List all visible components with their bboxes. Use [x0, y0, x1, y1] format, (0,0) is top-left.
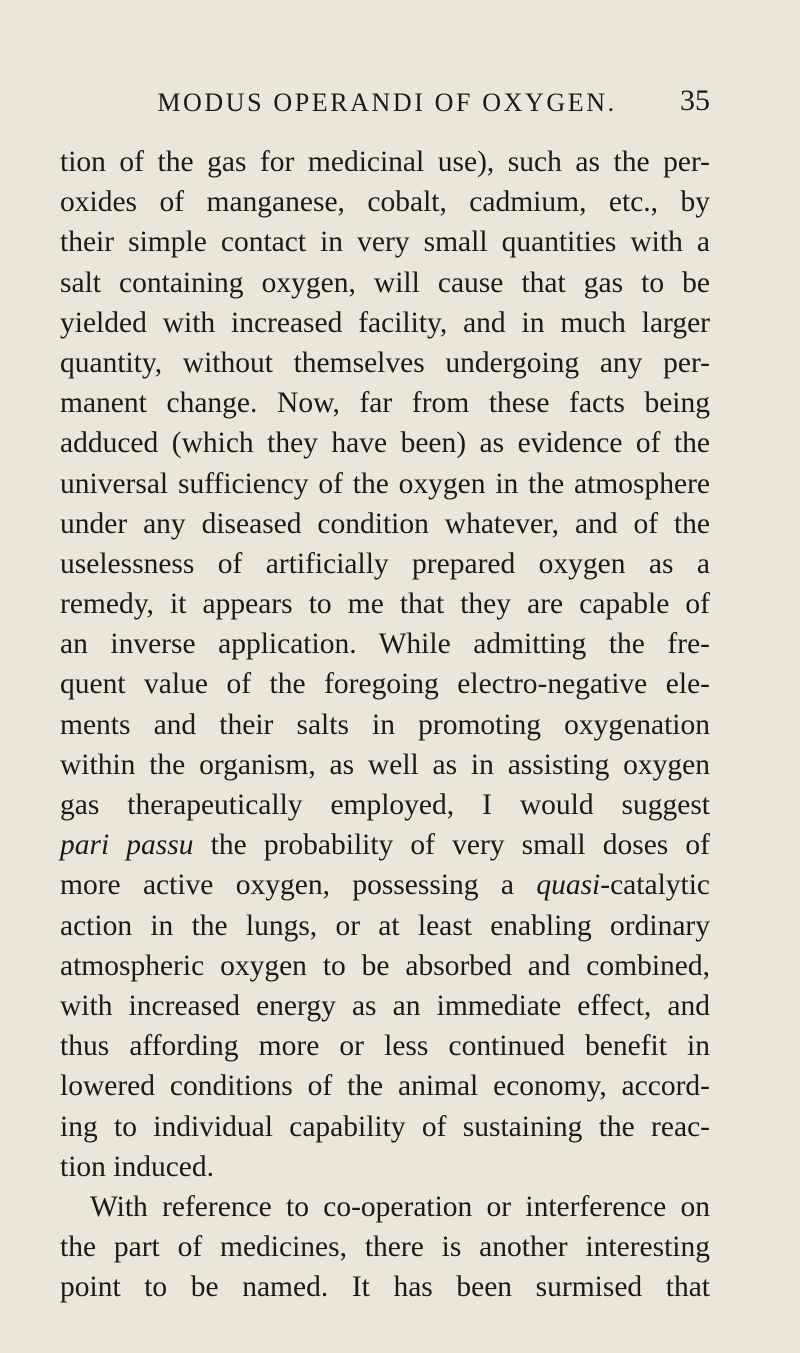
line-end: -catalytic: [600, 869, 710, 902]
text-line: uselessness of artificially prepared oxygen as a: [60, 547, 710, 580]
text-line: quent value of the foregoing electro-negative ele-: [60, 668, 710, 701]
text-line: With reference to co-operation or interference on: [90, 1190, 710, 1223]
text-line: lowered conditions of the animal economy, accord-: [60, 1070, 710, 1103]
text-line: their simple contact in very small quantities with a: [60, 226, 710, 259]
text-line: thus affording more or less continued benefit in: [60, 1030, 710, 1063]
running-title: MODUS OPERANDI OF OXYGEN.: [157, 88, 617, 117]
text-line: under any diseased condition whatever, and of the: [60, 507, 710, 540]
text-line: tion induced.: [60, 1150, 215, 1183]
text-line: oxides of manganese, cobalt, cadmium, etc., by: [60, 186, 710, 219]
line-remainder: the probability of very small doses of: [193, 829, 710, 862]
text-line: yielded with increased facility, and in much larger: [60, 306, 710, 339]
text-line: manent change. Now, far from these facts being: [60, 387, 710, 420]
text-line: atmospheric oxygen to be absorbed and combined,: [60, 949, 710, 982]
line-start: more active oxygen, possessing a: [60, 869, 537, 902]
text-line: within the organism, as well as in assisting oxygen: [60, 748, 710, 781]
text-line: remedy, it appears to me that they are capable of: [60, 588, 710, 621]
text-line: adduced (which they have been) as evidence of the: [60, 427, 710, 460]
text-line: quantity, without themselves undergoing any per-: [60, 346, 710, 379]
text-line: an inverse application. While admitting the fre-: [60, 628, 710, 661]
text-line: ments and their salts in promoting oxygenation: [60, 708, 710, 741]
italic-word: quasi: [536, 869, 601, 902]
page-number: 35: [680, 84, 710, 117]
text-line: salt containing oxygen, will cause that gas to be: [60, 266, 710, 299]
text-line: universal sufficiency of the oxygen in the atmosphere: [60, 467, 710, 500]
text-line: gas therapeutically employed, I would suggest: [60, 789, 710, 821]
text-line: action in the lungs, or at least enabling ordinary: [60, 909, 710, 942]
text-line: [60, 865, 710, 905]
running-head: [60, 84, 710, 128]
text-line: [60, 825, 710, 865]
italic-phrase: pari passu: [60, 829, 194, 862]
text-line: the part of medicines, there is another interesting: [60, 1231, 710, 1264]
text-line: tion of the gas for medicinal use), such as the per-: [60, 146, 710, 178]
text-line: ing to individual capability of sustaining the reac-: [60, 1110, 710, 1143]
body-text: [60, 142, 710, 1307]
text-line: point to be named. It has been surmised that: [60, 1271, 710, 1304]
text-line: with increased energy as an immediate effect, and: [60, 989, 710, 1022]
